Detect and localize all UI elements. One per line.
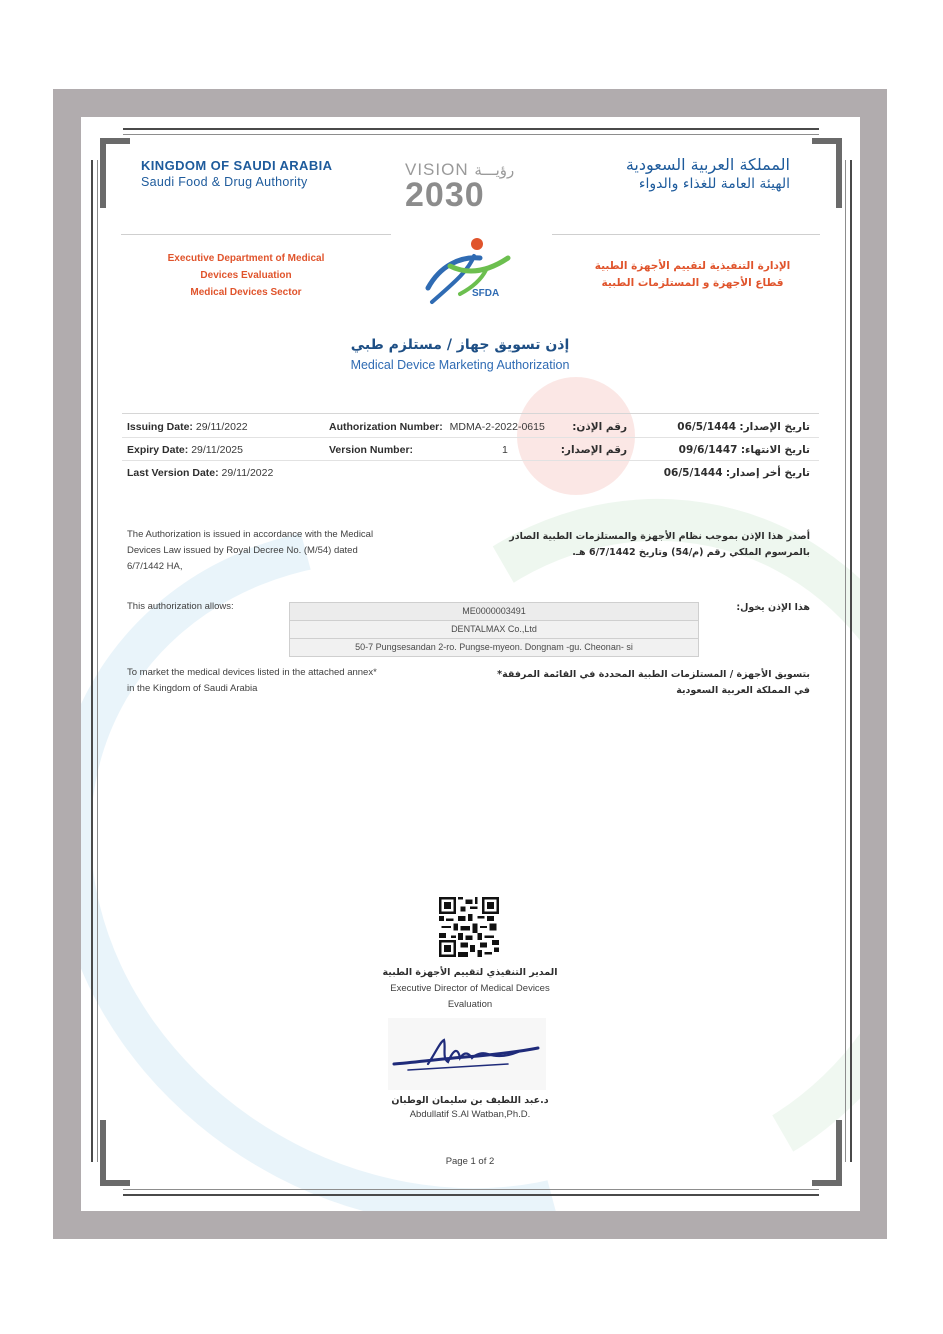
kingdom-en: KINGDOM OF SAUDI ARABIA <box>141 158 333 173</box>
corner-br-v <box>836 1120 842 1186</box>
issue-date-ar: تاريخ الإصدار: 06/5/1444 <box>677 421 810 433</box>
signatory-role-ar: المدير التنفيذي لتقييم الأجهزة الطبية <box>382 967 558 978</box>
signature-area <box>388 1018 546 1090</box>
dept-en-line3: Medical Devices Sector <box>190 287 302 298</box>
border-right <box>850 160 852 1162</box>
qr-code-icon <box>439 897 499 957</box>
header-divider-right <box>552 234 820 235</box>
vision-ar: رؤيـــة <box>474 162 515 179</box>
dept-en-line1: Executive Department of Medical <box>167 253 325 264</box>
version-label-ar: رقم الإصدار: <box>560 444 627 456</box>
page-number: Page 1 of 2 <box>445 1156 495 1167</box>
department-en <box>156 250 336 301</box>
dept-en-line2: Devices Evaluation <box>200 270 292 281</box>
handwritten-signature-icon <box>388 1018 546 1090</box>
sfda-logo-text: SFDA <box>472 288 500 299</box>
expiry-date: Expiry Date: 29/11/2025 <box>127 444 243 456</box>
last-version-date: Last Version Date: 29/11/2022 <box>127 467 274 479</box>
vision-year: 2030 <box>405 176 485 214</box>
allows-label-en: This authorization allows: <box>127 601 234 612</box>
details-divider-top <box>122 413 819 414</box>
version-number: 1 <box>502 444 508 456</box>
border-top-inner <box>123 134 819 135</box>
border-bottom-inner <box>123 1189 819 1190</box>
authorization-number: Authorization Number: MDMA-2-2022-0615 <box>329 421 545 433</box>
title-ar: إذن تسويق جهاز / مستلزم طبي <box>350 337 570 353</box>
signatory-name-ar: د.عبد اللطيف بن سليمان الوطبان <box>391 1095 549 1106</box>
kingdom-ar: المملكة العربية السعودية <box>625 155 790 174</box>
issuing-date: Issuing Date: 29/11/2022 <box>127 421 248 433</box>
authorization-holder-table <box>289 602 699 657</box>
details-row-divider-2 <box>122 460 819 461</box>
version-number-label: Version Number: <box>329 444 414 456</box>
issued-paragraph-en: The Authorization is issued in accordance with the Medical Devices Law issued by Royal Decree No. (M/54) dated 6/7/1442 HA, <box>127 529 374 572</box>
authority-ar: الهيئة العامة للغذاء والدواء <box>638 176 790 192</box>
issued-paragraph-ar: أصدر هذا الإذن بموجب نظام الأجهزة والمستلزمات الطبية الصادر بالمرسوم الملكي رقم (م/54) وتاريخ 6/7/1442 هـ. <box>509 531 810 558</box>
title-en: Medical Device Marketing Authorization <box>350 358 570 372</box>
header-en <box>141 158 332 189</box>
signatory-name-en: Abdullatif S.Al Watban,Ph.D. <box>409 1109 531 1120</box>
table-row-id: ME0000003491 <box>289 602 699 621</box>
dept-ar-line2: قطاع الأجهزة و المستلزمات الطبية <box>601 277 784 289</box>
border-top <box>123 128 819 130</box>
watermark-dot <box>517 377 635 495</box>
details-row-divider-1 <box>122 437 819 438</box>
border-right-inner <box>845 160 846 1162</box>
corner-bl-v <box>100 1120 106 1186</box>
market-paragraph-ar: بتسويق الأجهزة / المستلزمات الطبية المحددة في القائمة المرفقة* في المملكة العربية السعودية <box>497 669 810 696</box>
signatory-role-en: Executive Director of Medical Devices Evaluation <box>390 983 550 1010</box>
border-left <box>91 160 93 1162</box>
corner-tl-v <box>100 138 106 208</box>
last-version-ar: تاريخ أخر إصدار: 06/5/1444 <box>663 467 810 479</box>
table-row-address: 50-7 Pungsesandan 2-ro. Pungse-myeon. Dongnam -gu. Cheonan- si <box>289 639 699 657</box>
table-row-company: DENTALMAX Co.,Ltd <box>289 621 699 639</box>
vision-2030-logo <box>405 160 535 222</box>
corner-tr-v <box>836 138 842 208</box>
header-ar <box>626 155 790 192</box>
authority-en: Saudi Food & Drug Authority <box>141 175 308 189</box>
auth-number-label-ar: رقم الإذن: <box>572 421 627 433</box>
allows-label-ar: هذا الإذن يخول: <box>736 602 810 613</box>
expiry-date-ar: تاريخ الانتهاء: 09/6/1447 <box>678 444 810 456</box>
header-divider-left <box>121 234 391 235</box>
market-paragraph-en: To market the medical devices listed in the attached annex* in the Kingdom of Saudi Arabia <box>127 667 377 694</box>
sfda-logo-icon <box>420 236 515 308</box>
border-bottom <box>123 1194 819 1196</box>
vision-word: VISION <box>405 160 469 179</box>
department-ar <box>580 258 805 292</box>
dept-ar-line1: الإدارة التنفيذية لتقييم الأجهزة الطبية <box>594 260 791 272</box>
border-left-inner <box>97 160 98 1162</box>
